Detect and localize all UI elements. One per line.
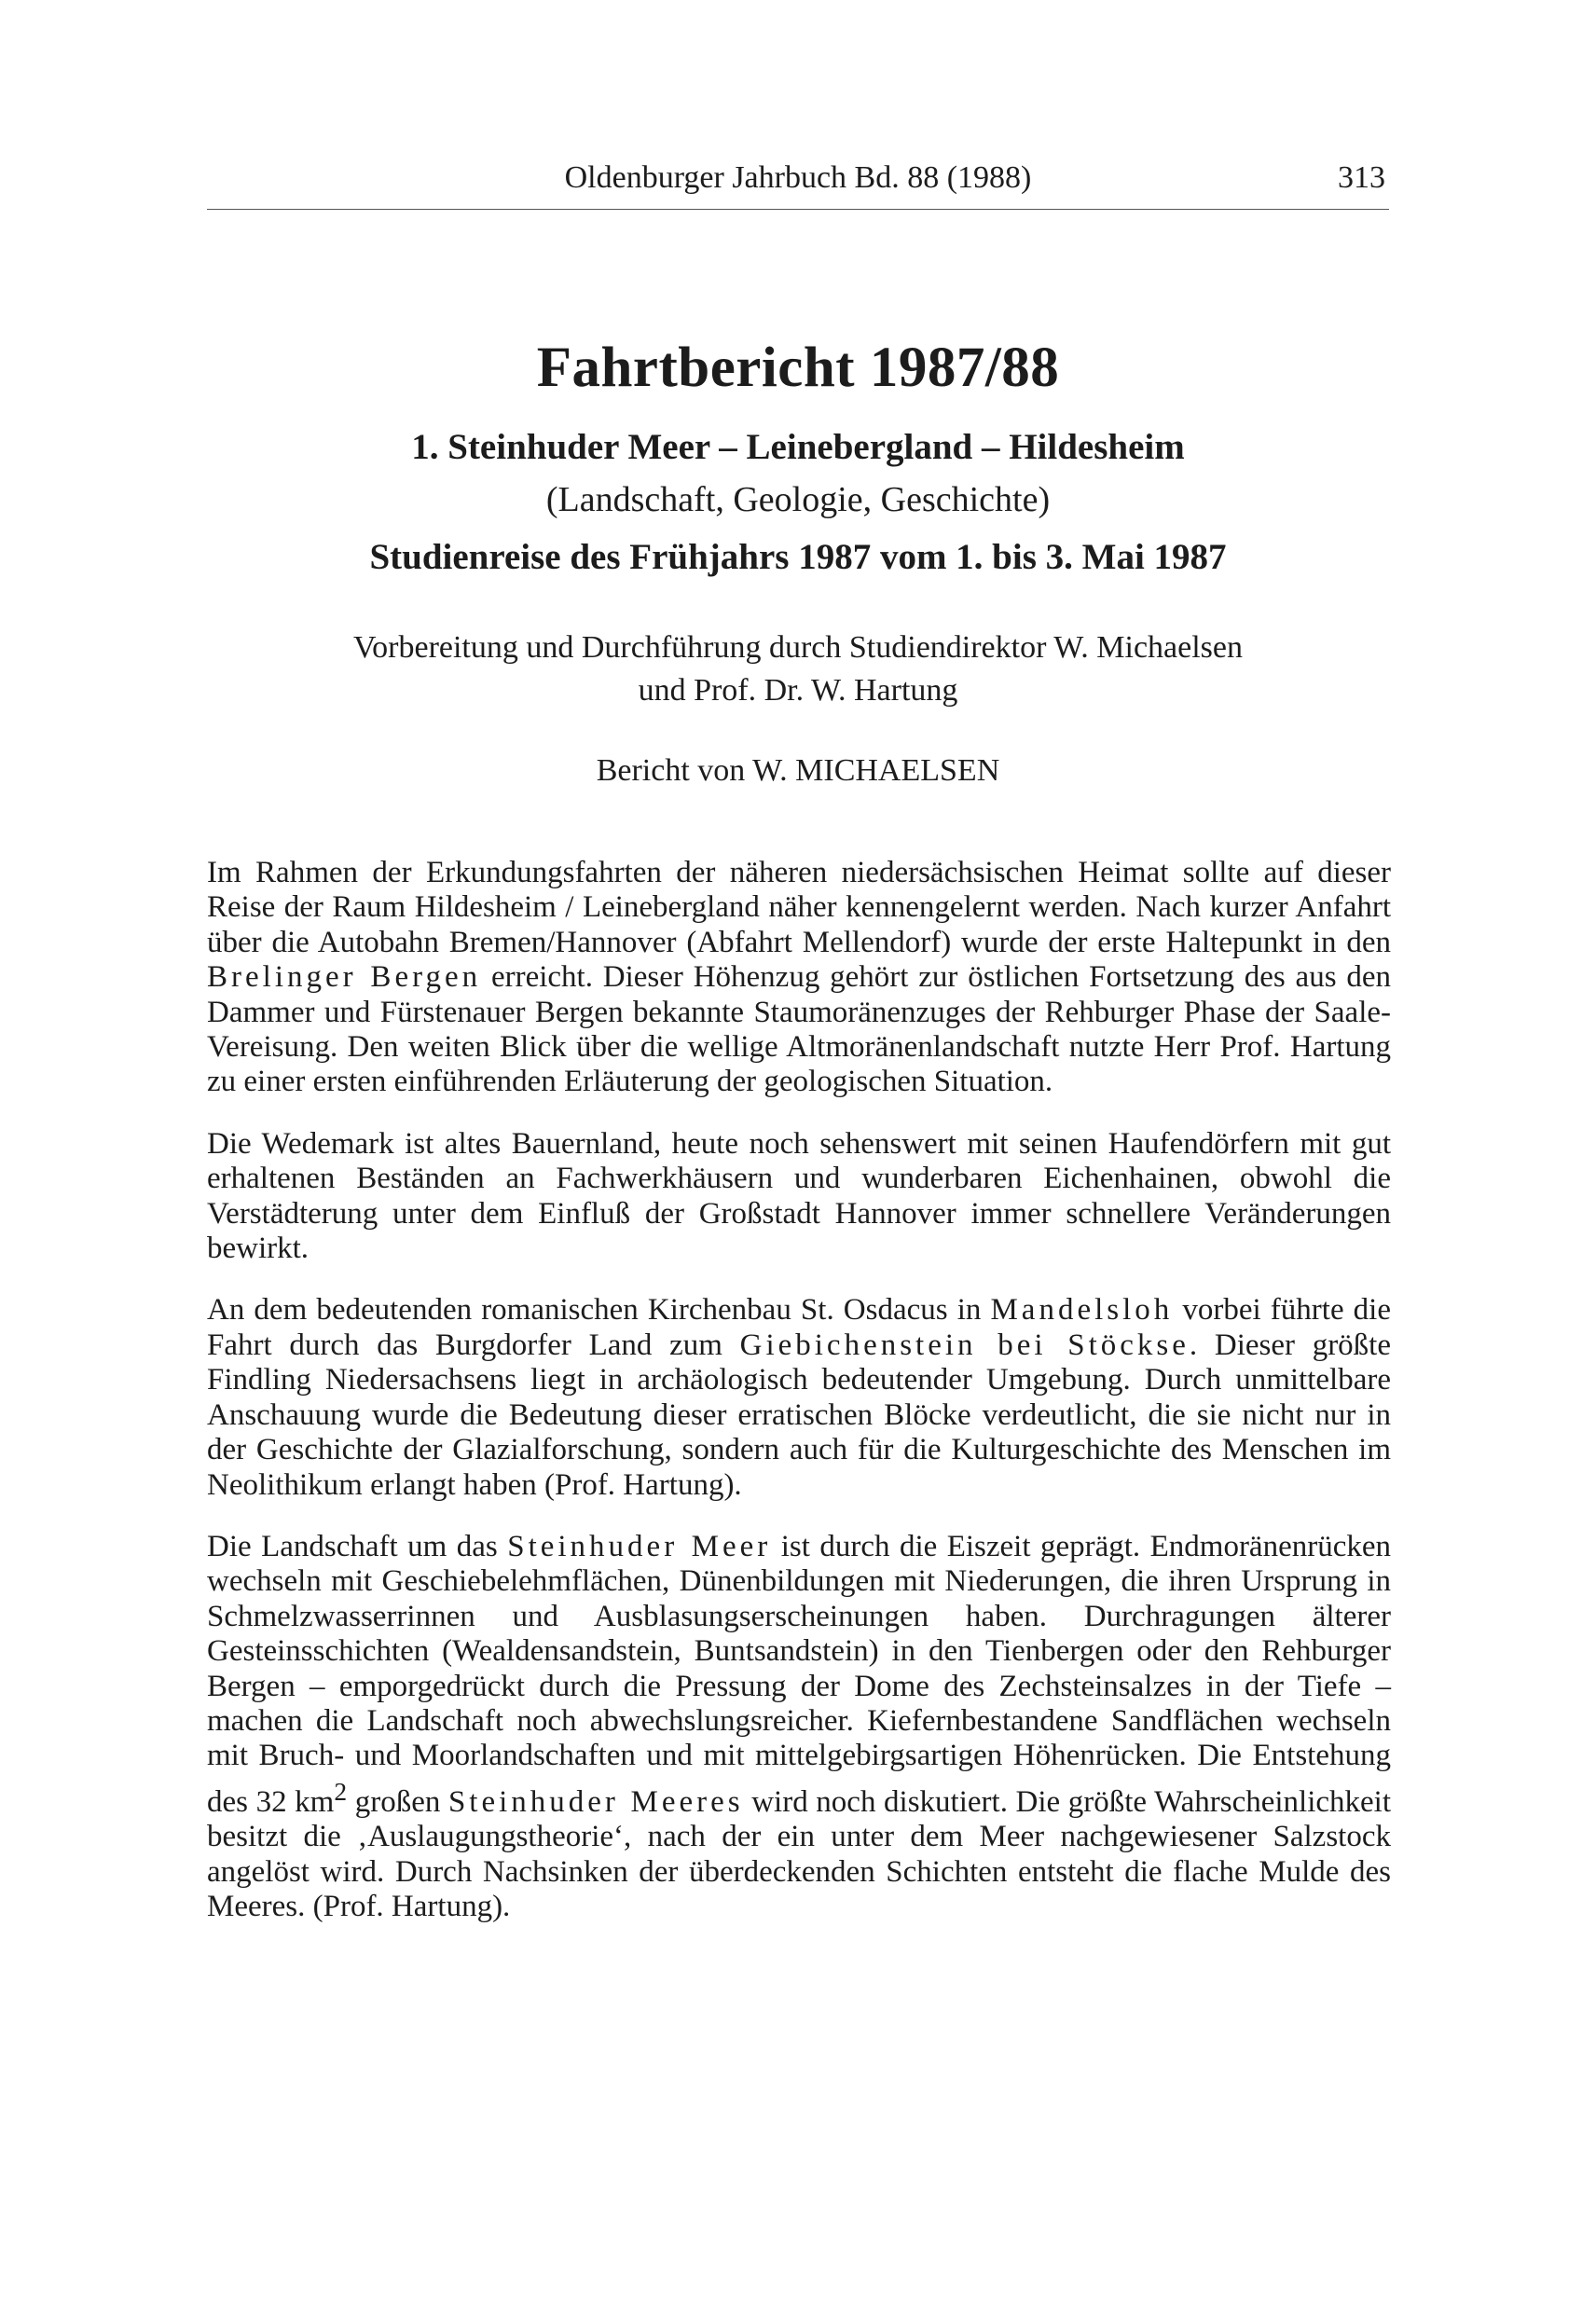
place-name-brelinger-bergen: Brelinger Bergen — [207, 960, 482, 995]
organizers-line-2: und Prof. Dr. W. Hartung — [638, 673, 958, 708]
route-subtitle: 1. Steinhuder Meer – Leinebergland – Hildesheim — [411, 427, 1185, 467]
paragraph-1 — [207, 856, 1391, 1100]
place-name-giebichenstein: Giebichenstein bei Stöckse — [739, 1328, 1190, 1362]
paragraph-4-text-a: Die Landschaft um das — [207, 1529, 508, 1563]
page-title: Fahrtbericht 1987/88 — [536, 337, 1060, 399]
topics-subtitle: (Landschaft, Geologie, Geschichte) — [545, 480, 1051, 519]
journal-reference: Oldenburger Jahrbuch Bd. 88 (1988) — [564, 160, 1032, 195]
paragraph-3 — [207, 1293, 1391, 1502]
paragraph-2: Die Wedemark ist altes Bauernland, heute noch sehenswert mit seinen Haufendörfern mit gut erhaltenen Beständen an Fachwerkhäusern und wunderbaren Eichenhainen, obwohl die Verstädterung unter dem Einfluß der Großstadt Hannover immer schnellere Veränderungen bewirkt. — [207, 1126, 1391, 1266]
organizers-line-1: Vorbereitung und Durchführung durch Studiendirektor W. Michaelsen — [352, 630, 1243, 665]
place-name-steinhuder-meeres: Steinhuder Meeres — [447, 1784, 744, 1819]
title-block — [207, 336, 1389, 584]
paragraph-4-text-d: großen — [347, 1784, 448, 1819]
organizers-block — [207, 626, 1389, 712]
paragraph-3-text-e: . Dieser größte Findling Niedersachsens liegt in archäologisch bedeutender Umgebung. Durch unmittelbare Anschauung wurde die Bedeutung dieser erratischen Blöcke verdeutlicht, die sie nicht nur in der Geschichte der Glazialforschung, sondern auch für die Kulturgeschichte des Menschen im Neolithikum erlangt haben (Prof. Hartung). — [207, 1328, 1391, 1502]
place-name-mandelsloh: Mandelsloh — [990, 1293, 1174, 1328]
running-header — [207, 157, 1389, 210]
paragraph-3-text-a: An dem bedeutenden romanischen Kirchenbau St. Osdacus in — [207, 1293, 991, 1328]
paragraph-4 — [207, 1530, 1391, 1924]
paragraph-1-text-a: Im Rahmen der Erkundungsfahrten der näheren niedersächsischen Heimat sollte auf dieser Reise der Raum Hildesheim / Leinebergland näher kennengelernt werden. Nach kurzer Anfahrt über die Autobahn Bremen/Hannover (Abfahrt Mellendorf) wurde der erste Haltepunkt in den — [207, 856, 1391, 959]
paragraph-4-text-c: ist durch die Eiszeit geprägt. Endmoränenrücken wechseln mit Geschiebelehmflächen, Dünenbildungen mit Niederungen, die ihren Ursprung in Schmelzwasserrinnen und Ausblasungserscheinungen haben. Durchragungen älterer Gesteinsschichten (Wealdensandstein, Buntsandstein) in den Tienbergen oder den Rehburger Bergen – emporgedrückt durch die Pressung der Dome des Zechsteinsalzes in der Tiefe – machen die Landschaft noch abwechslungsreicher. Kiefernbestandene Sandflächen wechseln mit Bruch- und Moorlandschaften und mit mittelgebirgsartigen Höhenrücken. Die Entstehung des 32 km — [207, 1529, 1392, 1819]
article-body — [207, 856, 1391, 1951]
page-number: 313 — [1338, 160, 1385, 195]
author-line: Bericht von W. MICHAELSEN — [596, 753, 1000, 788]
place-name-steinhuder-meer: Steinhuder Meer — [507, 1529, 772, 1563]
trip-subtitle: Studienreise des Frühjahrs 1987 vom 1. bis 3. Mai 1987 — [369, 537, 1227, 577]
paragraph-3-text-c: vorbei führte die Fahrt durch das Burgdorfer Land zum — [207, 1293, 1391, 1362]
paragraph-1-text-c: erreicht. Dieser Höhenzug gehört zur östlichen Fortsetzung des aus den Dammer und Fürstenauer Bergen bekannte Staumoränenzuges der Rehburger Phase der Saale-Vereisung. Den weiten Blick über die wellige Altmoränenlandschaft nutzte Herr Prof. Hartung zu einer ersten einführenden Erläuterung der geologischen Situation. — [207, 960, 1392, 1099]
superscript-2: 2 — [334, 1776, 348, 1806]
paragraph-4-text-f: wird noch diskutiert. Die größte Wahrscheinlichkeit besitzt die ‚Auslaugungstheorie‘, nach der ein unter dem Meer nachgewiesener Salzstock angelöst wird. Durch Nachsinken der überdeckenden Schichten entsteht die flache Mulde des Meeres. (Prof. Hartung). — [207, 1784, 1391, 1923]
